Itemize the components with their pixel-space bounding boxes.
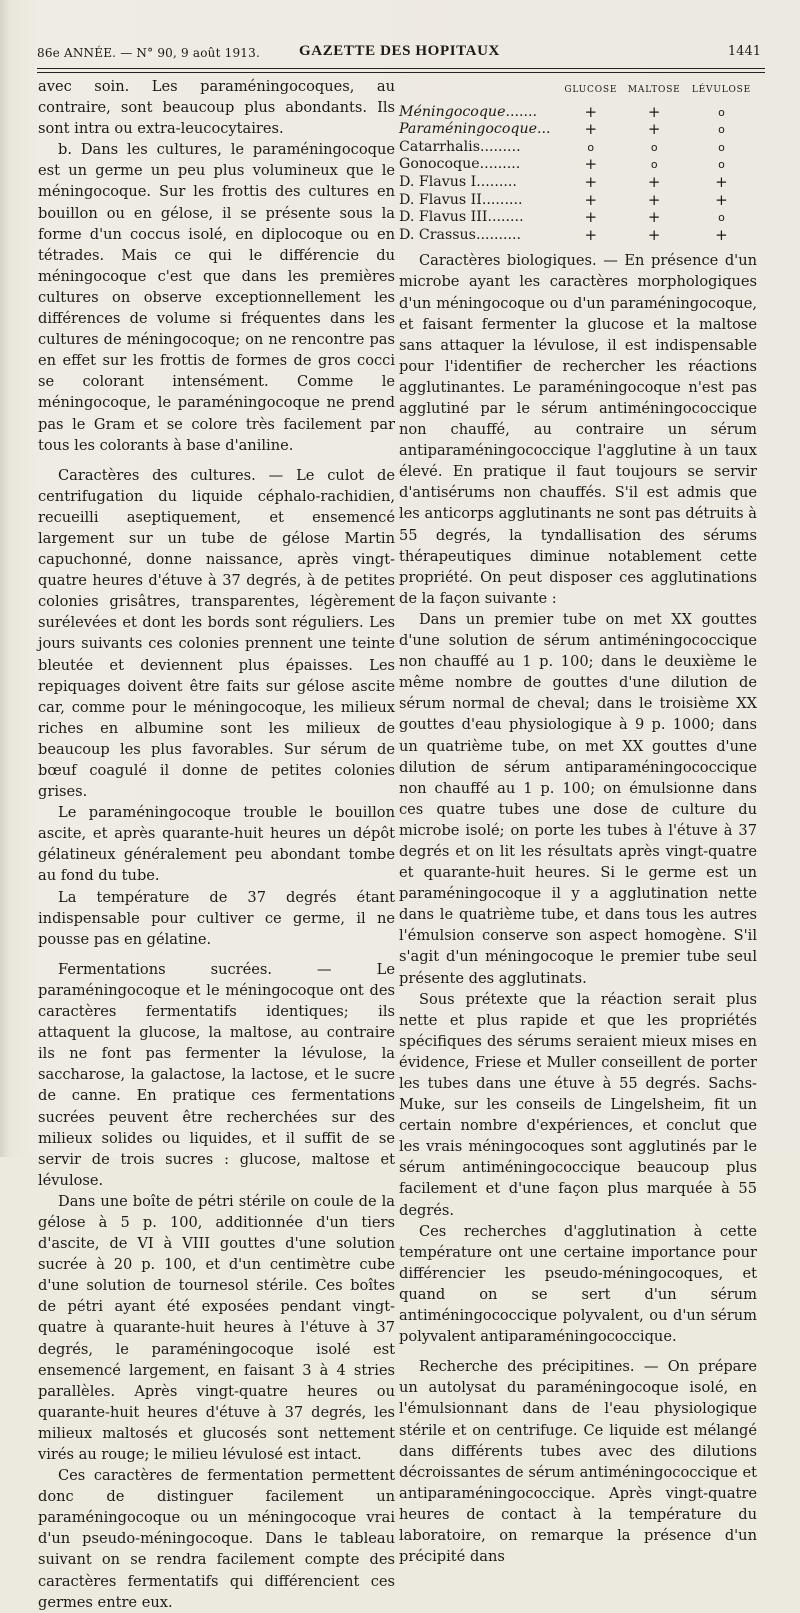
leader-dots: ......... xyxy=(480,138,521,155)
organism-label: Paraméningocoque xyxy=(399,121,537,138)
result-maltose: o xyxy=(650,140,658,154)
paragraph: Sous prétexte que la réaction serait plus nette et plus rapide et que les propriétés spécifiques des sérums seraient mieux mises en évidence, Friese et Muller conseillent de porter les tubes dans une étuve à 55 degrés. Sachs-Muke, sur les conseils de Lingelsheim, fit un certain nombre d'expériences, et conclut que les vrais méningocoques sont agglutinés par le sérum antiméningococcique beaucoup plus facilement et d'une façon plus marquée à 55 degrés. xyxy=(399,990,757,1219)
leader-dots: ......... xyxy=(479,156,521,173)
leader-dots: ....... xyxy=(505,103,538,120)
paragraph: Dans un premier tube on met XX gouttes d'une solution de sérum antiméningococcique non chauffé au 1 p. 100; dans le deuxième le même nombre de gouttes d'une dilution de sérum normal de cheval; dans le troisième XX gouttes d'eau physiologique à 9 p. 1000; dans un quatrième tube, on met XX gouttes d'une dilution de sérum antiparaméningococcique non chauffé au 1 p. 100; on émulsionne dans ces quatre tubes une dose de culture du microbe isolé; on porte les tubes à l'étuve à 37 degrés et on lit les résultats après vingt-quatre et quarante-huit heures. Si le germe est un paraméningocoque il y a agglutination nette dans le quatrième tube, et dans tous les autres l'émulsion conserve son aspect homogène. S'il s'agit d'un méningocoque le premier tube seul présente des agglutinats. xyxy=(399,610,757,987)
organism-name xyxy=(399,174,559,192)
result-levulose: + xyxy=(715,172,728,191)
paragraph: Ces recherches d'agglutination à cette température ont une certaine importance pour différencier les pseudo-méningocoques, et quand on se sert d'un sérum antiméningococcique polyvalent, ou d'un sérum polyvalent antiparaméningococcique. xyxy=(399,1222,757,1346)
table-row xyxy=(399,192,757,210)
organism-label: Gonocoque xyxy=(399,156,480,173)
leader-dots: ......... xyxy=(476,173,517,190)
issue-line: 86e ANNÉE. — N° 90, 9 août 1913. xyxy=(37,46,260,60)
right-column xyxy=(399,82,757,1567)
result-maltose: + xyxy=(647,225,661,244)
page-number: 1441 xyxy=(727,44,761,59)
result-levulose: + xyxy=(715,190,728,209)
table-row xyxy=(399,156,757,174)
page-header xyxy=(37,34,765,64)
result-maltose: + xyxy=(647,172,661,191)
organism-label: Catarrhalis xyxy=(399,138,480,155)
paragraph: avec soin. Les paraméningocoques, au contraire, sont beaucoup plus abondants. Ils sont intra ou extra-leucocytaires. xyxy=(38,78,395,138)
organism-name xyxy=(399,192,559,210)
left-column xyxy=(38,76,395,1613)
result-glucose: + xyxy=(584,120,598,139)
fermentation-table xyxy=(399,82,757,244)
result-glucose: + xyxy=(584,155,598,174)
organism-name xyxy=(399,104,559,122)
organism-label: D. Flavus III xyxy=(399,209,488,226)
result-maltose: + xyxy=(647,120,661,139)
leader-dots: .......... xyxy=(475,226,522,243)
paragraph: b. Dans les cultures, le paraméningocoque est un germe un peu plus volumineux que le méningocoque. Sur les frottis des cultures en bouillon ou en gélose, il se présente sous la forme d'un coccus isolé, en diplocoque ou en tétrades. Mais ce qui le différencie du méningocoque c'est que dans les premières cultures on observe exceptionnellement les différences de volume si fréquentes dans les cultures de méningocoque; on ne rencontre pas en effet sur les frottis de formes de gros cocci se colorant intensément. Comme le méningocoque, le paraméningocoque ne prend pas le Gram et se colore très facilement par tous les colorants à base d'aniline. xyxy=(38,141,395,454)
table-body xyxy=(399,104,757,245)
table-row xyxy=(399,139,757,157)
result-glucose: + xyxy=(584,172,598,191)
organism-label: D. Flavus I xyxy=(399,173,477,190)
result-glucose: o xyxy=(587,140,595,154)
journal-title: GAZETTE DES HOPITAUX xyxy=(299,43,500,59)
table-row xyxy=(399,104,757,122)
result-levulose: o xyxy=(718,105,725,119)
result-maltose: + xyxy=(647,190,661,209)
result-levulose: o xyxy=(718,211,725,225)
result-maltose: + xyxy=(647,208,661,227)
result-levulose: o xyxy=(718,140,725,154)
organism-label: Méningocoque xyxy=(399,103,506,120)
table-row xyxy=(399,121,757,139)
result-glucose: + xyxy=(584,190,598,209)
paragraph: Ces caractères de fermentation permettent donc de distinguer facilement un paraméningocoque ou un méningocoque vrai d'un pseudo-méningocoque. Dans le tableau suivant on se rendra facilement compte des caractères fermentatifs qui différencient ces germes entre eux. xyxy=(38,1467,395,1611)
paragraph: Recherche des précipitines. — On prépare un autolysat du paraméningocoque isolé, en l'émulsionnant dans de l'eau physiologique stérile et on centrifuge. Ce liquide est mélangé dans différents tubes avec des dilutions décroissantes de sérum antiméningococcique et antiparaméningococcique. Après vingt-quatre heures de contact à la température du laboratoire, on remarque la présence d'un précipité dans xyxy=(399,1358,757,1566)
table-header-blank xyxy=(399,82,559,104)
column-header-glucose: GLUCOSE xyxy=(564,85,618,95)
organism-name xyxy=(399,209,559,227)
paragraph: Fermentations sucrées. — Le paraméningocoque et le méningocoque ont des caractères fermentatifs identiques; ils attaquent la glucose, la maltose, au contraire ils ne font pas fermenter la lévulose, la saccharose, la galactose, la lactose, et le sucre de canne. En pratique ces fermentations sucrées peuvent être recherchées sur des milieux solides ou liquides, et il suffit de se servir de trois sucres : glucose, maltose et lévulose. xyxy=(38,960,395,1189)
column-header-levulose: LÉVULOSE xyxy=(691,85,751,95)
header-rule xyxy=(37,72,765,73)
paragraph: La température de 37 degrés étant indispensable pour cultiver ce germe, il ne pousse pas en gélatine. xyxy=(38,888,395,948)
result-glucose: + xyxy=(584,102,598,121)
result-glucose: + xyxy=(584,208,598,227)
table-header-row xyxy=(399,82,757,104)
leader-dots: ......... xyxy=(481,191,523,208)
leader-dots: ........ xyxy=(487,209,524,226)
organism-name xyxy=(399,227,559,245)
paragraph: Caractères biologiques. — En présence d'un microbe ayant les caractères morphologiques d'un méningocoque ou d'un paraméningocoque, et faisant fermenter la glucose et la maltose sans attaquer la lévulose, il est indispensable pour l'identifier de rechercher les réactions agglutinantes. Le paraméningocoque n'est pas agglutiné par le sérum antiméningococcique non chauffé, au contraire un sérum antiparaméningococcique l'agglutine à un taux élevé. En pratique il faut toujours se servir d'antisérums non chauffés. S'il est admis que les anticorps agglutinants ne sont pas détruits à 55 degrés, la tyndallisation des sérums thérapeutiques diminue notablement cette propriété. On peut disposer ces agglutinations de la façon suivante : xyxy=(399,252,757,607)
paragraph: Caractères des cultures. — Le culot de centrifugation du liquide céphalo-rachidien, recueilli aseptiquement, et ensemencé largement sur un tube de gélose Martin capuchonné, donne naissance, après vingt-quatre heures d'étuve à 37 degrés, à de petites colonies grisâtres, transparentes, légèrement surélevées et dont les bords sont réguliers. Les jours suivants ces colonies prennent une teinte bleutée et deviennent plus épaisses. Les repiquages doivent être faits sur gélose ascite car, comme pour le méningocoque, les milieux riches en albumine sont les milieux de beaucoup les plus favorables. Sur sérum de bœuf coagulé il donne de petites colonies grises. xyxy=(38,466,395,801)
organism-name xyxy=(399,121,559,139)
result-maltose: + xyxy=(647,102,661,121)
result-glucose: + xyxy=(584,225,598,244)
table-row xyxy=(399,174,757,192)
result-levulose: o xyxy=(718,158,725,172)
header-rule xyxy=(37,68,765,69)
table-row xyxy=(399,209,757,227)
organism-label: D. Flavus II xyxy=(399,191,482,208)
paragraph: Dans une boîte de pétri stérile on coule de la gélose à 5 p. 100, additionnée d'un tiers d'ascite, de VI à VIII gouttes d'une solution sucrée à 20 p. 100, et d'un centimètre cube d'une solution de tournesol stérile. Ces boîtes de pétri ayant été exposées pendant vingt-quatre à quarante-huit heures à l'étuve à 37 degrés, le paraméningocoque isolé est ensemencé largement, en faisant 3 à 4 stries parallèles. Après vingt-quatre heures ou quarante-huit heures d'étuve à 37 degrés, les milieux maltosés et glucosés sont nettement virés au rouge; le milieu lévulosé est intact. xyxy=(38,1192,395,1463)
organism-name xyxy=(399,139,559,157)
organism-name xyxy=(399,156,559,174)
table-row xyxy=(399,227,757,245)
result-maltose: o xyxy=(650,158,658,172)
leader-dots: ... xyxy=(537,121,551,138)
organism-label: D. Crassus xyxy=(399,226,476,243)
result-levulose: + xyxy=(715,225,728,244)
column-header-maltose: MALTOSE xyxy=(627,85,681,95)
paragraph: Le paraméningocoque trouble le bouillon ascite, et après quarante-huit heures un dépôt gélatineux généralement peu abondant tombe au fond du tube. xyxy=(38,804,395,885)
result-levulose: o xyxy=(718,123,725,137)
